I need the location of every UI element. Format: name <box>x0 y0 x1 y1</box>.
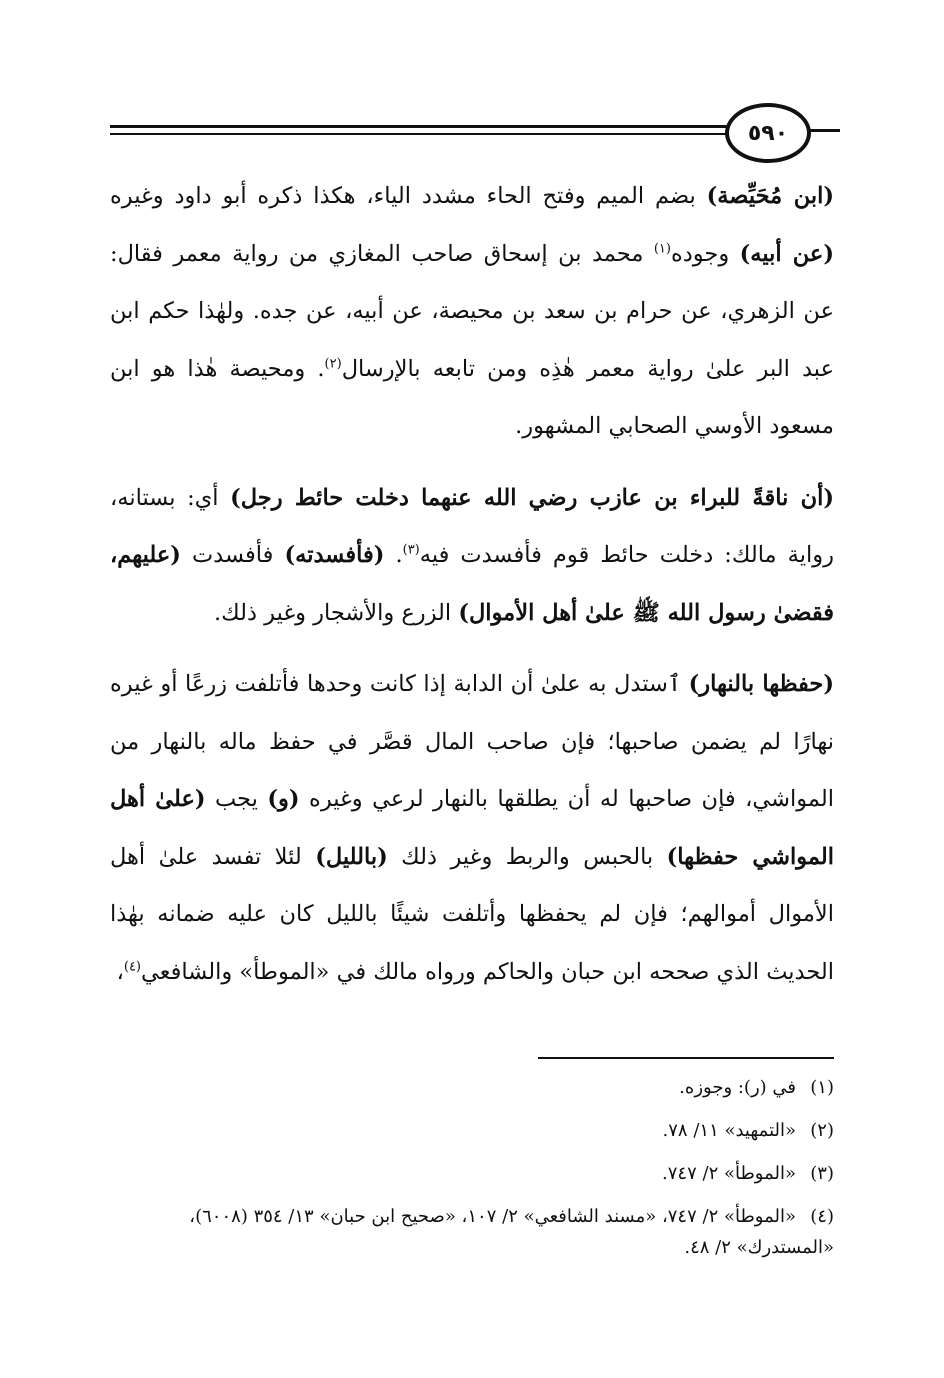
footnote-ref: (٢) <box>324 356 342 371</box>
quoted-hadith-text: (عن أبيه) <box>739 240 835 267</box>
footnote-item <box>110 1072 834 1103</box>
commentary-text: بالحبس والربط وغير ذلك <box>387 843 667 870</box>
quoted-hadith-text: (أن ناقةً للبراء بن عازب رضي الله عنهما دخلت حائط رجل) <box>230 484 834 511</box>
footnote-text: «الموطأ» ٢/ ٧٤٧، «مسند الشافعي» ٢/ ١٠٧، «صحيح ابن حبان» ١٣/ ٣٥٤ (٦٠٠٨)، «المستدرك» ٢/ ٤٨. <box>189 1206 834 1258</box>
page-number: ٥٩٠ <box>725 103 811 163</box>
footnote-ref: (٤) <box>123 959 141 974</box>
footnote-number: (٣) <box>810 1163 834 1184</box>
quoted-hadith-text: (فأفسدته) <box>284 542 385 568</box>
footnote-separator <box>538 1057 834 1059</box>
footnote-text: في (ر): وجوزه. <box>679 1077 796 1098</box>
footnote-number: (١) <box>810 1077 834 1098</box>
quoted-hadith-text: (عليهم، فقضىٰ رسول الله ﷺ علىٰ أهل الأموال) <box>110 542 834 626</box>
footnotes <box>110 1072 834 1275</box>
quoted-hadith-text: (حفظها بالنهار) <box>688 671 834 697</box>
footnote-item <box>110 1115 834 1146</box>
commentary-text: أي: بستانه، رواية مالك: دخلت حائط قوم فأفسدت فيه <box>110 484 834 568</box>
footnote-text: «الموطأ» ٢/ ٧٤٧. <box>662 1163 796 1184</box>
paragraph <box>110 168 834 456</box>
commentary-text: ، <box>116 958 124 985</box>
commentary-text: يجب <box>205 786 268 812</box>
footnote-number: (٤) <box>810 1206 834 1227</box>
main-text <box>110 168 834 1015</box>
paragraph <box>110 656 834 1001</box>
commentary-text: فأفسدت <box>180 542 285 568</box>
commentary-text: وجوده <box>670 240 740 267</box>
commentary-text: ٱستدل به علىٰ أن الدابة إذا كانت وحدها فأتلفت زرعًا أو غيره نهارًا لم يضمن صاحبها؛ فإن صاحب المال قصَّر في حفظ ماله بالنهار من المواشي، فإن صاحبها له أن يطلقها بالنهار لرعي وغيره <box>110 671 834 812</box>
quoted-hadith-text: (بالليل) <box>315 843 388 870</box>
commentary-text: الزرع والأشجار وغير ذلك. <box>214 599 459 626</box>
commentary-text: بضم الميم وفتح الحاء مشدد الياء، هكذا ذكره أبو داود وغيره <box>110 183 707 209</box>
footnote-number: (٢) <box>810 1120 834 1141</box>
header-rule-bottom <box>110 133 730 135</box>
quoted-hadith-text: (علىٰ أهل المواشي حفظها) <box>110 786 834 870</box>
quoted-hadith-text: (و) <box>267 786 300 812</box>
page-header <box>110 100 840 160</box>
quoted-hadith-text: (ابن مُحَيِّصة) <box>706 183 834 209</box>
commentary-text: . <box>384 542 403 568</box>
footnote-ref: (٣) <box>402 542 420 558</box>
commentary-text: . ومحيصة هٰذا هو ابن مسعود الأوسي الصحابي المشهور. <box>110 355 834 439</box>
commentary-text: محمد بن إسحاق صاحب المغازي من رواية معمر فقال: عن الزهري، عن حرام بن سعد بن محيصة، عن أبيه، عن جده. ولهٰذا حكم ابن عبد البر علىٰ رواية معمر هٰذِه ومن تابعه بالإرسال <box>110 240 835 382</box>
footnote-item <box>110 1201 834 1263</box>
header-rule-right <box>810 129 840 132</box>
paragraph <box>110 470 834 643</box>
footnote-item <box>110 1158 834 1189</box>
footnote-ref: (١) <box>653 241 671 256</box>
header-rule-top <box>110 125 730 128</box>
footnote-text: «التمهيد» ١١/ ٧٨. <box>662 1120 796 1141</box>
commentary-text: لئلا تفسد علىٰ أهل الأموال أموالهم؛ فإن لم يحفظها وأتلفت شيئًا بالليل كان عليه ضمانه بهٰذا الحديث الذي صححه ابن حبان والحاكم ورواه مالك في «الموطأ» والشافعي <box>110 843 834 985</box>
